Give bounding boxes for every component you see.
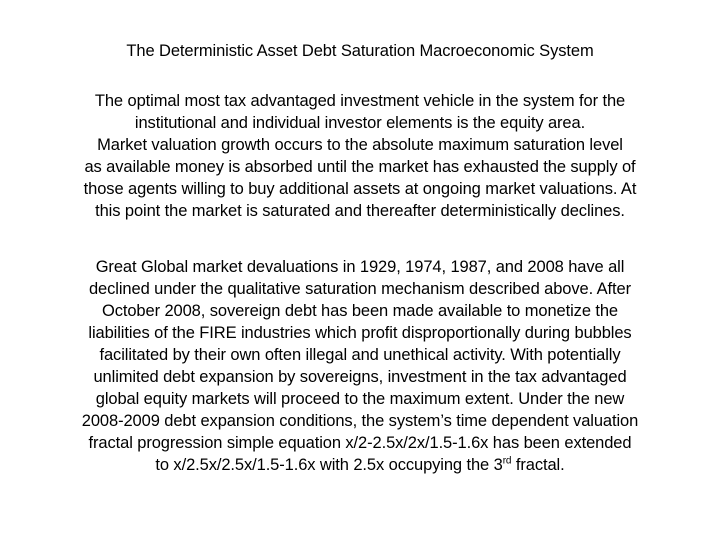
paragraph-line: 2008-2009 debt expansion conditions, the system’s time dependent valuation <box>81 412 639 430</box>
last-line-tail: fractal. <box>511 456 565 474</box>
paragraph-line: institutional and individual investor elements is the equity area. <box>134 114 586 132</box>
paragraph-line: Market valuation growth occurs to the absolute maximum saturation level <box>97 136 623 154</box>
last-line-text: to x/2.5x/2.5x/1.5-1.6x with 2.5x occupying the 3 <box>155 456 503 474</box>
paragraph-line: this point the market is saturated and thereafter deterministically declines. <box>95 202 625 220</box>
paragraph-line: unlimited debt expansion by sovereigns, investment in the tax advantaged <box>93 368 627 386</box>
paragraph-line: October 2008, sovereign debt has been made available to monetize the <box>101 302 619 320</box>
paragraph-line: global equity markets will proceed to the maximum extent. Under the new <box>95 390 625 408</box>
paragraph-line: declined under the qualitative saturation mechanism described above. After <box>88 280 631 298</box>
paragraph-line: Great Global market devaluations in 1929, 1974, 1987, and 2008 have all <box>95 258 625 276</box>
paragraph-line: liabilities of the FIRE industries which profit disproportionally during bubbles <box>88 324 632 342</box>
ordinal-superscript: rd <box>502 455 512 467</box>
paragraph-last-line <box>16 454 704 476</box>
paragraph-line: those agents willing to buy additional assets at ongoing market valuations. At <box>83 180 637 198</box>
paragraph-line: fractal progression simple equation x/2-2.5x/2x/1.5-1.6x has been extended <box>88 434 632 452</box>
paragraph-line: facilitated by their own often illegal and unethical activity. With potentially <box>99 346 621 364</box>
paragraph-equity-saturation <box>16 90 704 222</box>
paragraph-global-devaluations <box>16 256 704 476</box>
paragraph-line: The optimal most tax advantaged investment vehicle in the system for the <box>94 92 626 110</box>
paragraph-line: as available money is absorbed until the market has exhausted the supply of <box>84 158 636 176</box>
slide-title: The Deterministic Asset Debt Saturation Macroeconomic System <box>126 42 594 60</box>
